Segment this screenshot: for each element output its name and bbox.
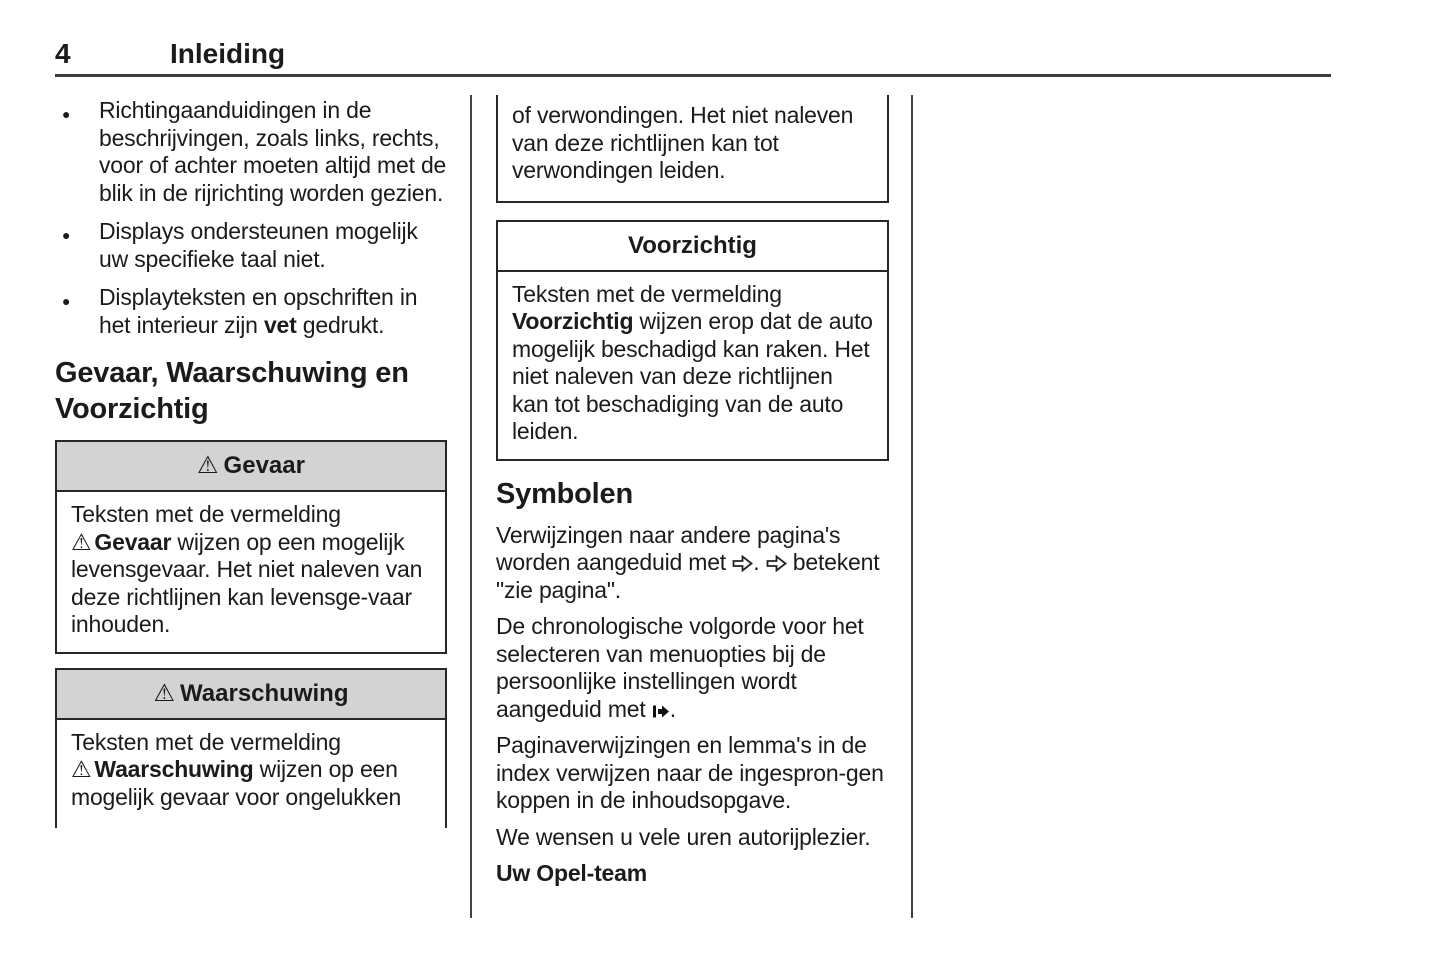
column-separator <box>470 95 472 918</box>
bullet-text: Displayteksten en opschriften in het interieur zijn <box>99 284 418 338</box>
caution-box <box>496 220 889 461</box>
paragraph-text: Uw Opel-team <box>496 860 647 886</box>
danger-box-title: Gevaar <box>223 452 305 479</box>
box-body-text: wijzen op een mogelijk levensgevaar. Het niet naleven van deze richtlijnen kan levensge-vaar inhouden. <box>71 528 423 637</box>
section-heading-symbols: Symbolen <box>496 477 633 510</box>
caution-box-header <box>498 222 887 272</box>
warning-box-header <box>57 670 445 720</box>
warning-triangle-icon: ⚠ <box>71 528 92 555</box>
closing-wish-text <box>496 824 889 852</box>
menu-sequence-arrow-icon <box>652 704 670 719</box>
box-body-text: Teksten met de vermelding <box>71 728 341 755</box>
symbols-paragraph-menu-order <box>496 613 889 723</box>
box-body-text: wijzen erop dat de auto mogelijk beschadigd kan raken. Het niet naleven van deze richtlijnen kan tot beschadiging van de auto leiden. <box>512 308 873 444</box>
warning-box-title: Waarschuwing <box>180 679 349 707</box>
warning-triangle-icon: ⚠ <box>153 679 176 707</box>
bullet-text: Richtingaanduidingen in de beschrijvingen, zoals links, rechts, voor of achter moeten altijd met de blik in de rijrichting worden gezien. <box>99 97 447 206</box>
list-item <box>55 97 447 207</box>
section-heading-danger-warning-caution: Gevaar, Waarschuwing en Voorzichtig <box>55 357 409 425</box>
paragraph-text: Paginaverwijzingen en lemma's in de index verwijzen naar de ingespron-gen koppen in de inhoudsopgave. <box>496 732 884 813</box>
paragraph-text: . <box>669 695 676 722</box>
page-reference-arrow-icon <box>732 555 753 572</box>
paragraph-text: De chronologische volgorde voor het selecteren van menuopties bij de persoonlijke instellingen wordt aangeduid met <box>496 613 864 722</box>
page-reference-arrow-icon <box>766 555 787 572</box>
intro-bullet-list <box>55 97 447 339</box>
column-separator <box>911 95 913 918</box>
danger-box-body <box>57 492 445 652</box>
list-item <box>55 218 447 273</box>
caution-box-title: Voorzichtig <box>628 231 757 259</box>
page-header <box>55 38 1331 77</box>
danger-box <box>55 440 447 654</box>
box-body-text: wijzen op een mogelijk gevaar voor ongelukken <box>71 756 402 810</box>
warning-box-body <box>57 720 445 825</box>
danger-term: ⚠ Gevaar <box>71 528 172 555</box>
warning-box-continued-body <box>498 95 887 201</box>
warning-triangle-icon: ⚠ <box>197 452 219 479</box>
page-title: Inleiding <box>170 38 286 69</box>
paragraph-text: We wensen u vele uren autorijplezier. <box>496 823 871 850</box>
bullet-text: Displays ondersteunen mogelijk uw specifieke taal niet. <box>99 218 418 272</box>
warning-term: ⚠ Waarschuwing <box>71 756 254 782</box>
bold-term: vet <box>263 311 297 338</box>
caution-box-body <box>498 272 887 459</box>
paragraph-text: . <box>753 549 766 575</box>
box-body-text: Teksten met de vermelding <box>71 501 341 527</box>
warning-box-continued <box>496 95 889 203</box>
signature-opel-team <box>496 860 889 888</box>
caution-term: Voorzichtig <box>512 308 634 334</box>
list-item <box>55 284 447 339</box>
symbols-paragraph-index-refs <box>496 732 889 815</box>
box-body-text: Teksten met de vermelding <box>512 280 782 307</box>
paragraph-text: Verwijzingen naar andere pagina's worden aangeduid met <box>496 521 841 575</box>
danger-box-header <box>57 442 445 492</box>
box-body-text: of verwondingen. Het niet naleven van deze richtlijnen kan tot verwondingen leiden. <box>512 102 854 183</box>
symbols-paragraph-page-refs <box>496 522 889 605</box>
warning-box <box>55 668 447 828</box>
column-middle <box>496 95 889 897</box>
bullet-text: gedrukt. <box>296 311 385 338</box>
page-number: 4 <box>55 38 71 69</box>
warning-triangle-icon: ⚠ <box>71 756 92 782</box>
column-left <box>55 95 447 828</box>
paragraph-text: betekent "zie pagina". <box>496 549 880 603</box>
